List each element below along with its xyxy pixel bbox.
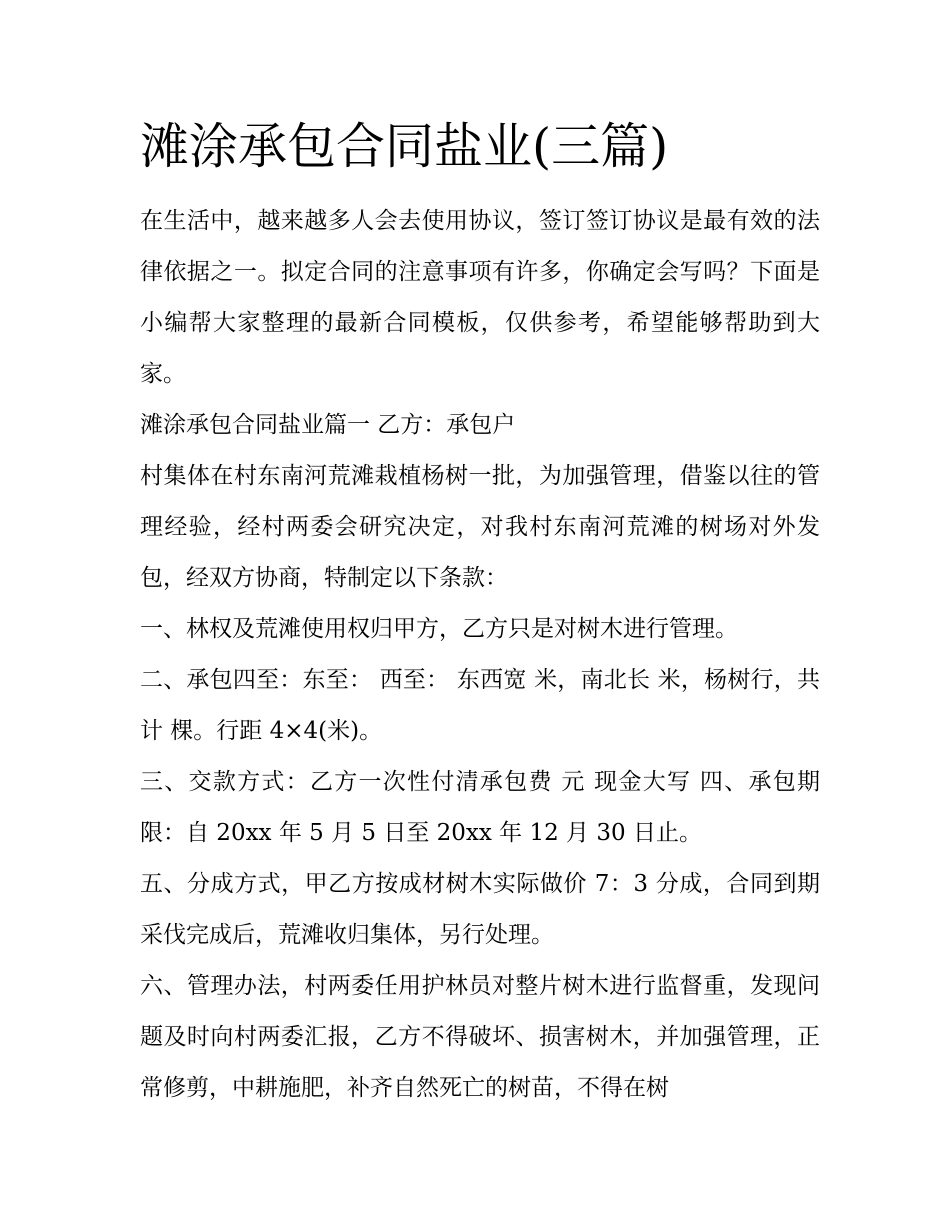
clause-1-paragraph: 一、林权及荒滩使用权归甲方，乙方只是对树木进行管理。 bbox=[140, 616, 738, 642]
document-body bbox=[140, 196, 820, 1114]
clause-3-4-paragraph: 三、交款方式：乙方一次性付清承包费 元 现金大写 四、承包期限：自 20xx 年 5 月 5 日至 20xx 年 12 月 30 日止。 bbox=[140, 769, 820, 846]
preamble-paragraph: 村集体在村东南河荒滩栽植杨树一批，为加强管理，借鉴以往的管理经验，经村两委会研究决定，对我村东南河荒滩的树场对外发包，经双方协商，特制定以下条款： bbox=[140, 463, 820, 591]
clause-6-paragraph: 六、管理办法，村两委任用护林员对整片树木进行监督重，发现问题及时向村两委汇报，乙方不得破坏、损害树木，并加强管理，正常修剪，中耕施肥，补齐自然死亡的树苗，不得在树 bbox=[140, 973, 820, 1101]
intro-paragraph: 在生活中，越来越多人会去使用协议，签订签订协议是最有效的法律依据之一。拟定合同的注意事项有许多，你确定会写吗？下面是小编帮大家整理的最新合同模板，仅供参考，希望能够帮助到大家。 bbox=[140, 208, 820, 387]
document-title: 滩涂承包合同盐业(三篇) bbox=[140, 118, 669, 175]
clause-2-paragraph: 二、承包四至：东至： 西至： 东西宽 米，南北长 米，杨树行，共计 棵。行距 4×4(米)。 bbox=[140, 667, 820, 744]
section-heading-paragraph: 滩涂承包合同盐业篇一 乙方：承包户 bbox=[140, 412, 516, 438]
clause-5-paragraph: 五、分成方式，甲乙方按成材树木实际做价 7：3 分成，合同到期采伐完成后，荒滩收归集体，另行处理。 bbox=[140, 871, 820, 948]
